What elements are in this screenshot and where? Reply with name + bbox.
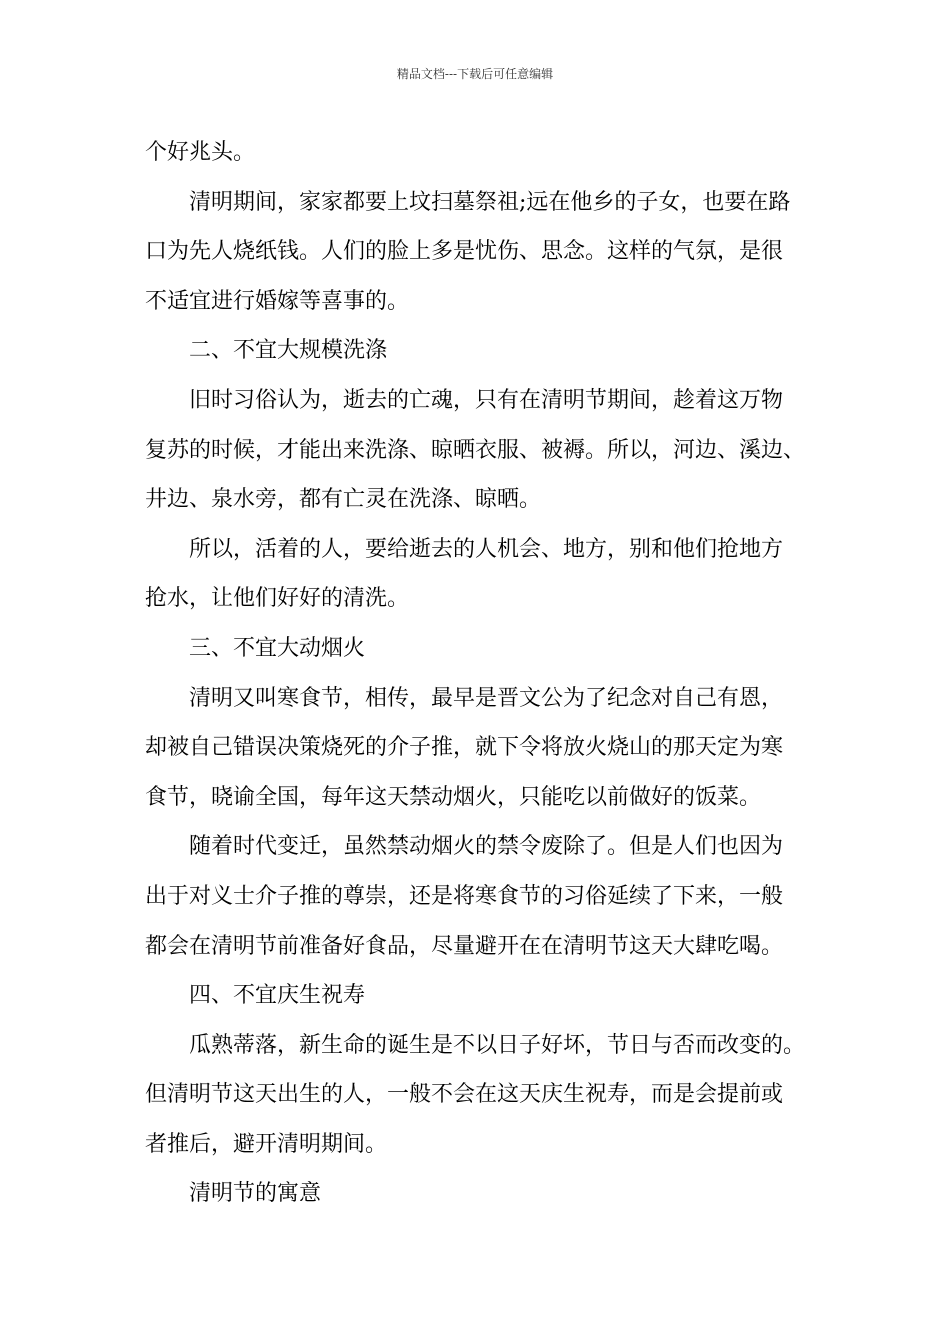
text-line: 都会在清明节前准备好食品，尽量避开在在清明节这天大肆吃喝。	[145, 933, 784, 959]
page-header: 精品文档---下载后可任意编辑	[396, 67, 554, 81]
paragraph-first-line: 清明期间，家家都要上坟扫墓祭祖;远在他乡的子女，也要在路	[189, 189, 791, 215]
section-heading: 二、不宜大规模洗涤	[189, 338, 388, 364]
text-line: 口为先人烧纸钱。人们的脸上多是忧伤、思念。这样的气氛，是很	[145, 239, 784, 265]
text-line: 复苏的时候，才能出来洗涤、晾晒衣服、被褥。所以，河边、溪边、	[145, 437, 806, 463]
text-line: 却被自己错误决策烧死的介子推，就下令将放火烧山的那天定为寒	[145, 735, 784, 761]
text-line: 个好兆头。	[145, 140, 256, 165]
text-line: 出于对义士介子推的尊崇，还是将寒食节的习俗延续了下来，一般	[145, 883, 784, 909]
section-heading: 四、不宜庆生祝寿	[189, 983, 366, 1009]
paragraph-first-line: 清明又叫寒食节，相传，最早是晋文公为了纪念对自己有恩，	[189, 685, 784, 711]
text-line: 抢水，让他们好好的清洗。	[145, 586, 410, 612]
text-line: 井边、泉水旁，都有亡灵在洗涤、晾晒。	[145, 487, 542, 513]
section-heading: 三、不宜大动烟火	[189, 635, 366, 661]
paragraph-first-line: 瓜熟蒂落，新生命的诞生是不以日子好坏，节日与否而改变的。	[189, 1032, 806, 1058]
text-line: 食节，晓谕全国，每年这天禁动烟火，只能吃以前做好的饭菜。	[145, 784, 762, 810]
text-line: 不适宜进行婚嫁等喜事的。	[145, 288, 410, 314]
text-line: 者推后，避开清明期间。	[145, 1131, 388, 1157]
paragraph-first-line: 所以，活着的人，要给逝去的人机会、地方，别和他们抢地方	[189, 536, 784, 562]
paragraph-first-line: 旧时习俗认为，逝去的亡魂，只有在清明节期间，趁着这万物	[189, 387, 784, 413]
document-body	[145, 128, 835, 1219]
paragraph-first-line: 随着时代变迁，虽然禁动烟火的禁令废除了。但是人们也因为	[189, 834, 784, 860]
section-heading: 清明节的寓意	[189, 1181, 322, 1207]
text-line: 但清明节这天出生的人，一般不会在这天庆生祝寿，而是会提前或	[145, 1082, 784, 1108]
